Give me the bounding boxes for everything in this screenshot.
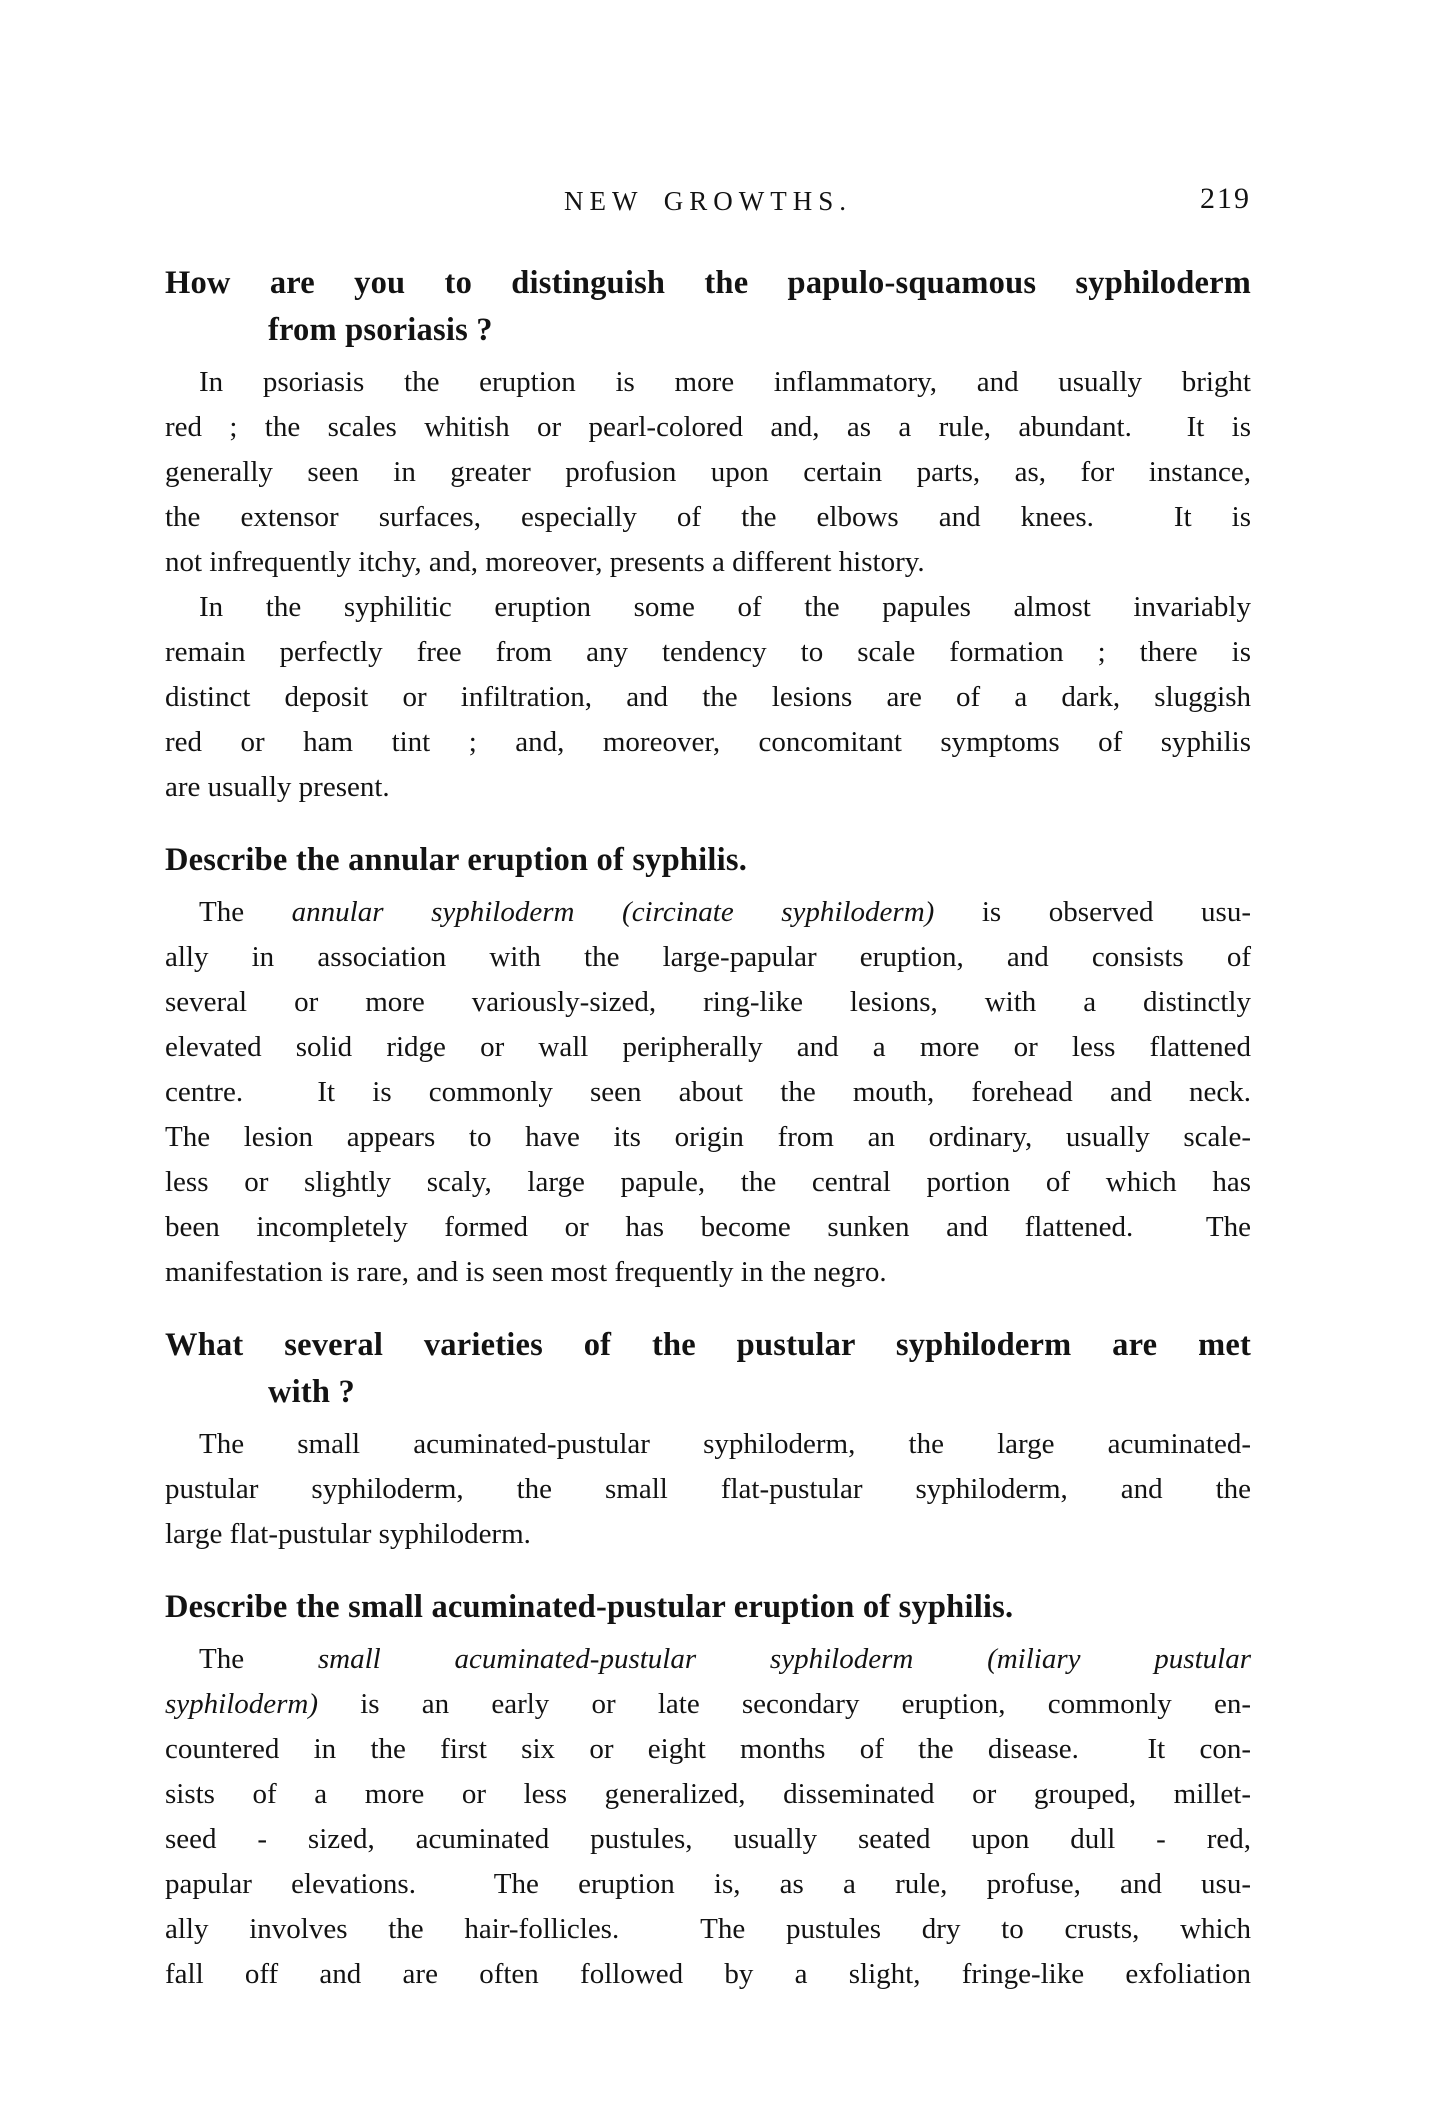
text-line <box>165 890 1251 935</box>
text-segment: The <box>199 1643 318 1675</box>
text-line <box>165 1772 1251 1817</box>
italic-term: syphiloderm) <box>165 1688 319 1720</box>
text-block <box>165 182 1251 1997</box>
text-segment: The lesion appears to have its origin from an ordinary, usually scale- <box>165 1121 1251 1153</box>
answer-text <box>165 1637 1251 1997</box>
text-line <box>165 360 1251 405</box>
text-segment: sists of a more or less generalized, disseminated or grouped, millet- <box>165 1778 1251 1810</box>
answer-paragraph <box>165 360 1251 585</box>
text-segment: been incompletely formed or has become sunken and flattened. The <box>165 1211 1251 1243</box>
text-segment: elevated solid ridge or wall peripherally and a more or less flattened <box>165 1031 1251 1063</box>
text-segment: are usually present. <box>165 771 390 803</box>
text-line <box>165 405 1251 450</box>
answer-paragraph <box>165 1637 1251 1997</box>
text-segment: The <box>199 896 292 928</box>
question-line: from psoriasis ? <box>268 312 493 348</box>
text-line <box>165 1512 1251 1557</box>
section-pustular-varieties <box>165 1322 1251 1557</box>
text-segment: papular elevations. The eruption is, as a rule, profuse, and usu- <box>165 1868 1251 1900</box>
text-line <box>165 1205 1251 1250</box>
italic-term: small acuminated-pustular syphiloderm (miliary pustular <box>317 1643 1251 1675</box>
question-line: What several varieties of the pustular syphiloderm are met <box>165 1327 1251 1363</box>
text-segment: seed - sized, acuminated pustules, usually seated upon dull - red, <box>165 1823 1251 1855</box>
text-line <box>165 450 1251 495</box>
text-line <box>165 1070 1251 1115</box>
text-segment: distinct deposit or infiltration, and the lesions are of a dark, sluggish <box>165 681 1251 713</box>
text-segment: red ; the scales whitish or pearl-colored and, as a rule, abundant. It is <box>165 411 1251 443</box>
question-heading <box>165 1322 1251 1416</box>
text-segment: red or ham tint ; and, moreover, concomitant symptoms of syphilis <box>165 726 1251 758</box>
text-line <box>165 1160 1251 1205</box>
text-line <box>165 1952 1251 1997</box>
text-segment: is an early or late secondary eruption, commonly en- <box>318 1688 1251 1720</box>
answer-text <box>165 1422 1251 1557</box>
text-line <box>165 720 1251 765</box>
text-segment: centre. It is commonly seen about the mouth, forehead and neck. <box>165 1076 1251 1108</box>
question-heading <box>165 260 1251 354</box>
text-segment: In psoriasis the eruption is more inflammatory, and usually bright <box>199 366 1251 398</box>
text-line <box>165 585 1251 630</box>
running-title: NEW GROWTHS. <box>564 186 852 216</box>
question-line: with ? <box>268 1374 355 1410</box>
text-line <box>165 1862 1251 1907</box>
text-line <box>165 630 1251 675</box>
text-segment: large flat-pustular syphiloderm. <box>165 1518 531 1550</box>
text-line <box>165 935 1251 980</box>
text-segment: not infrequently itchy, and, moreover, presents a different history. <box>165 546 925 578</box>
text-segment: the extensor surfaces, especially of the elbows and knees. It is <box>165 501 1251 533</box>
text-line <box>165 1467 1251 1512</box>
text-segment: is observed usu- <box>934 896 1251 928</box>
text-segment: generally seen in greater profusion upon certain parts, as, for instance, <box>165 456 1251 488</box>
question-heading <box>165 1584 1251 1631</box>
text-segment: pustular syphiloderm, the small flat-pustular syphiloderm, and the <box>165 1473 1251 1505</box>
text-line <box>165 980 1251 1025</box>
text-line <box>165 1115 1251 1160</box>
text-line <box>165 1817 1251 1862</box>
text-segment: ally in association with the large-papular eruption, and consists of <box>165 941 1251 973</box>
section-papulo-squamous-vs-psoriasis <box>165 260 1251 810</box>
text-segment: remain perfectly free from any tendency to scale formation ; there is <box>165 636 1251 668</box>
page-header <box>165 182 1251 230</box>
text-segment: less or slightly scaly, large papule, the central portion of which has <box>165 1166 1251 1198</box>
section-annular-eruption <box>165 837 1251 1295</box>
text-line <box>165 1727 1251 1772</box>
italic-term: annular syphiloderm (circinate syphiloderm) <box>291 896 935 928</box>
text-segment: fall off and are often followed by a slight, fringe-like exfoliation <box>165 1958 1251 1990</box>
text-line <box>165 765 1251 810</box>
answer-paragraph <box>165 585 1251 810</box>
answer-text <box>165 890 1251 1295</box>
answer-paragraph <box>165 1422 1251 1557</box>
text-segment: ally involves the hair-follicles. The pustules dry to crusts, which <box>165 1913 1251 1945</box>
text-segment: The small acuminated-pustular syphiloderm, the large acuminated- <box>199 1428 1251 1460</box>
text-line <box>165 675 1251 720</box>
answer-text <box>165 360 1251 810</box>
text-line <box>165 540 1251 585</box>
question-heading <box>165 837 1251 884</box>
text-line <box>165 1422 1251 1467</box>
question-line: Describe the small acuminated-pustular eruption of syphilis. <box>165 1589 1014 1625</box>
text-line <box>165 1682 1251 1727</box>
text-line <box>165 1637 1251 1682</box>
text-line <box>165 495 1251 540</box>
question-line: Describe the annular eruption of syphilis. <box>165 842 748 878</box>
text-segment: manifestation is rare, and is seen most frequently in the negro. <box>165 1256 887 1288</box>
text-segment: countered in the first six or eight months of the disease. It con- <box>165 1733 1251 1765</box>
answer-paragraph <box>165 890 1251 1295</box>
section-small-acuminated-pustular <box>165 1584 1251 1997</box>
text-line <box>165 1250 1251 1295</box>
page-number: 219 <box>1200 182 1251 215</box>
text-line <box>165 1025 1251 1070</box>
question-line: How are you to distinguish the papulo-squamous syphiloderm <box>165 265 1251 301</box>
text-segment: In the syphilitic eruption some of the papules almost invariably <box>199 591 1251 623</box>
text-line <box>165 1907 1251 1952</box>
text-segment: several or more variously-sized, ring-like lesions, with a distinctly <box>165 986 1251 1018</box>
